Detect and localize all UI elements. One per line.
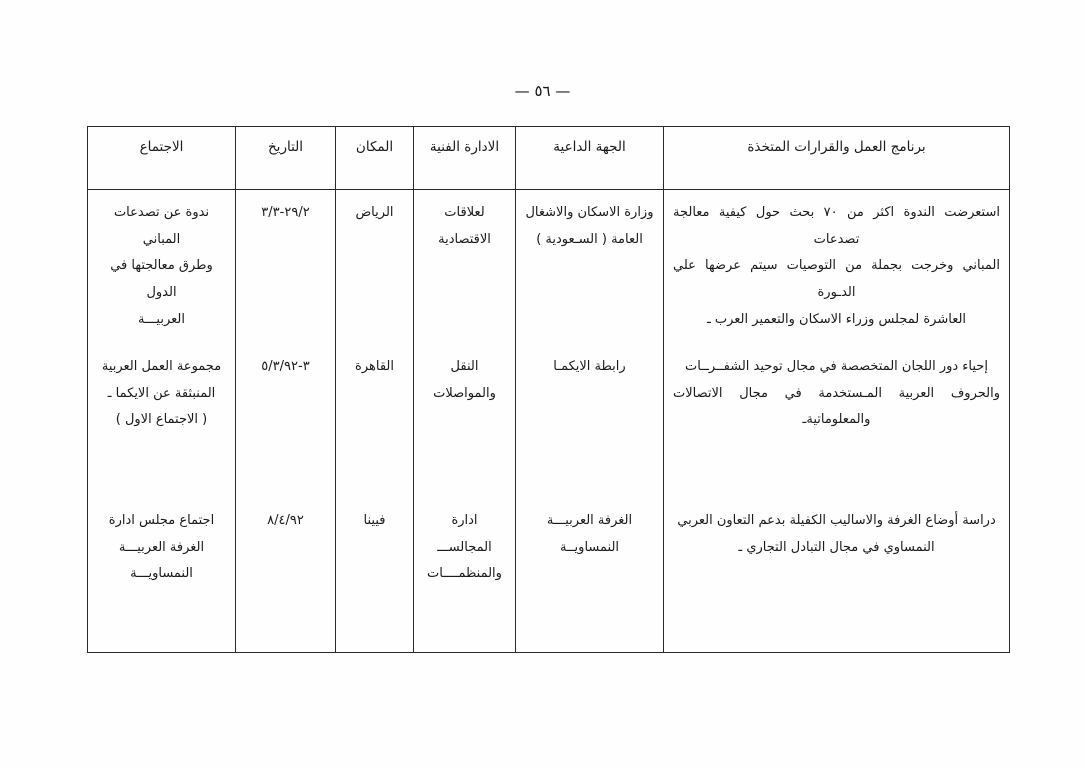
column-header-entity: الجهة الداعية (516, 127, 664, 190)
column-header-place: المكان (336, 127, 414, 190)
table-row (88, 344, 1010, 498)
cell-program (664, 344, 1010, 498)
cell-line: رابطة الايكمـا (553, 359, 626, 374)
column-header-date: التاريخ (236, 127, 336, 190)
cell-lines-date-0 (245, 200, 326, 227)
cell-line: الغرفة العربيـــة (118, 539, 205, 555)
cell-line: ( الاجتماع الاول ) (115, 412, 208, 428)
cell-lines-department-0 (423, 200, 506, 253)
page-number: — ٥٦ — (514, 82, 571, 100)
cell-lines-meeting-2 (97, 508, 226, 588)
table-row (88, 498, 1010, 653)
cell-place (336, 344, 414, 498)
cell-date (236, 498, 336, 653)
cell-line: ادارة المجالســـ (437, 513, 492, 555)
cell-date (236, 190, 336, 345)
cell-line: استعرضت الندوة اكثر من ٧٠ بحث حول كيفية معالجة تصدعات (668, 205, 1000, 247)
cell-line: النمساويـــة (130, 566, 193, 582)
cell-lines-date-1 (245, 354, 326, 381)
cell-lines-department-2 (423, 508, 506, 588)
schedule-table-container (88, 126, 1010, 653)
cell-entity (516, 190, 664, 345)
table-row (88, 190, 1010, 345)
cell-place (336, 190, 414, 345)
cell-lines-place-1 (345, 354, 404, 381)
cell-entity (516, 498, 664, 653)
cell-line: دراسة أوضاع الغرفة والاساليب الكفيلة بدعم التعاون العربي (677, 513, 996, 528)
cell-line: العاشرة لمجلس وزراء الاسكان والتعمير العرب ـ (706, 311, 967, 327)
table-header-row (88, 127, 1010, 190)
cell-program (664, 190, 1010, 345)
cell-department (414, 190, 516, 345)
cell-date (236, 344, 336, 498)
cell-line: وزارة الاسكان والاشغال (525, 205, 654, 220)
cell-line: ندوة عن تصدعات المباني (109, 205, 210, 247)
cell-lines-date-2 (245, 508, 326, 535)
cell-line: القاهرة (355, 359, 394, 374)
cell-place (336, 498, 414, 653)
cell-line: ٢٩/٢-٣/٣ (261, 205, 310, 220)
cell-line: والحروف العربية المـستخدمة في مجال الاتصالات والمعلوماتيةـ (668, 385, 1000, 428)
cell-line: ٨/٤/٩٢ (267, 513, 304, 528)
cell-lines-place-0 (345, 200, 404, 227)
cell-line: الغرفة العربيـــة (546, 513, 633, 528)
cell-line: الرياض (355, 205, 394, 220)
cell-lines-program-1 (668, 354, 1000, 434)
cell-lines-program-0 (668, 200, 1000, 333)
cell-line: العربيـــة (138, 311, 185, 327)
cell-lines-entity-2 (525, 508, 654, 561)
column-header-program: برنامج العمل والقرارات المتخذة (664, 127, 1010, 190)
cell-line: اجتماع مجلس ادارة (108, 513, 215, 528)
cell-lines-meeting-1 (97, 354, 226, 434)
cell-line: وطرق معالجتها في الدول (106, 258, 213, 300)
cell-line: المنبثقة عن الايكما ـ (107, 385, 216, 401)
cell-line: فيينا (363, 513, 386, 528)
column-header-department: الادارة الفنية (414, 127, 516, 190)
cell-meeting (88, 190, 236, 345)
cell-line: إحياء دور اللجان المتخصصة في مجال توحيد الشفــرــات (685, 359, 988, 374)
cell-line: النمساوي في مجال التبادل التجاري ـ (738, 539, 935, 555)
cell-line: والمنظمــــات (427, 566, 502, 582)
cell-meeting (88, 498, 236, 653)
cell-line: المباني وخرجت بجملة من التوصيات سيتم عرضها علي الدـورة (668, 258, 1000, 300)
cell-line: لعلاقات الاقتصادية (438, 205, 491, 247)
cell-lines-meeting-0 (97, 200, 226, 333)
cell-lines-place-2 (345, 508, 404, 535)
cell-lines-department-1 (423, 354, 506, 407)
cell-department (414, 498, 516, 653)
cell-line: ٣-٥/٣/٩٢ (261, 359, 310, 374)
cell-lines-program-2 (673, 508, 1000, 561)
column-header-meeting: الاجتماع (88, 127, 236, 190)
cell-meeting (88, 344, 236, 498)
schedule-table (87, 126, 1010, 653)
cell-program (664, 498, 1010, 653)
cell-lines-entity-0 (525, 200, 654, 253)
cell-line: مجموعة العمل العربية (101, 359, 222, 374)
cell-line: العامة ( السـعودية ) (536, 231, 643, 247)
cell-entity (516, 344, 664, 498)
cell-line: النقل والمواصلات (433, 359, 496, 401)
table-body (88, 190, 1010, 653)
cell-lines-entity-1 (525, 354, 654, 381)
cell-department (414, 344, 516, 498)
cell-line: النمساويــة (559, 539, 620, 555)
